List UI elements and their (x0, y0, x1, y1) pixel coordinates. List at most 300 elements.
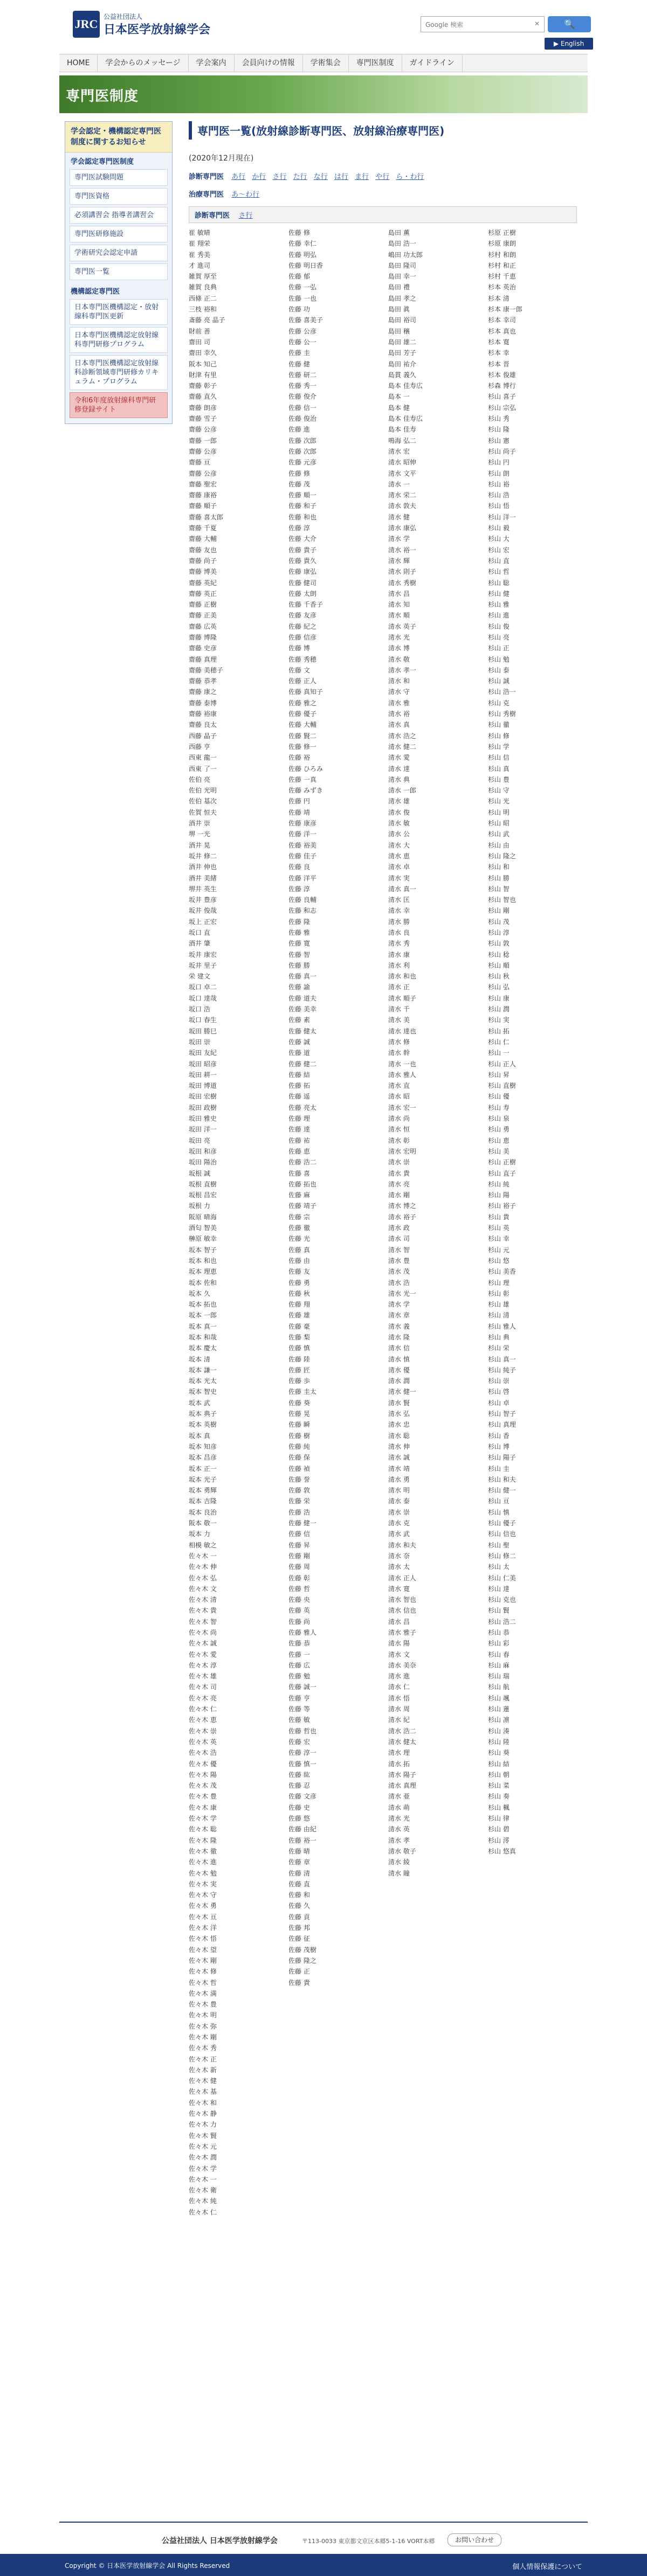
specialist-name: 佐藤 和也 (288, 513, 316, 521)
specialist-name: 佐藤 明弘 (288, 251, 316, 259)
specialist-name: 清水 信也 (388, 1607, 416, 1615)
specialist-name: 清水 輝 (388, 557, 410, 565)
kana-link-ya[interactable]: や行 (375, 173, 390, 181)
specialist-name: 佐藤 淳一 (288, 1749, 316, 1757)
specialist-name: 杉山 葵 (488, 1749, 510, 1757)
sidebar-item-exam[interactable]: 専門医試験問題 (70, 169, 168, 186)
specialist-name: 杉山 仁 (488, 1038, 510, 1046)
nav-item-meetings[interactable]: 学術集会 (303, 54, 349, 72)
specialist-name: 清水 亜 (388, 1793, 410, 1801)
specialist-name: 佐藤 亨 (288, 1694, 310, 1702)
specialist-name: 佐々木 隆 (189, 1836, 217, 1844)
specialist-name: 清水 実 (388, 874, 410, 882)
specialist-name: 佐々木 貴 (189, 1607, 217, 1615)
specialist-name: 清水 勝 (388, 918, 410, 926)
specialist-name: 杉山 淳 (488, 929, 510, 936)
specialist-name: 齋藤 裕康 (189, 710, 217, 718)
therapy-kana-nav (189, 189, 588, 199)
specialist-name: 坂本 清 (189, 1355, 210, 1363)
specialist-name: 杉山 颯 (488, 1694, 510, 1702)
specialist-name: 坂本 真 (189, 1432, 210, 1440)
specialist-name: 清水 明 (388, 1487, 410, 1495)
specialist-name: 清水 悟 (388, 1694, 410, 1702)
kana-link-sa[interactable]: さ行 (272, 173, 287, 181)
specialist-name: 清水 裕 (388, 710, 410, 718)
specialist-name: 清水 政 (388, 1224, 410, 1232)
specialist-name: 佐藤 喜美子 (288, 316, 323, 324)
specialist-name: 杉山 幸 (488, 1235, 510, 1243)
specialist-name: 佐藤 貴久 (288, 557, 316, 565)
specialist-name: 杉山 智也 (488, 896, 516, 904)
specialist-name: 坂本 昌彦 (189, 1454, 217, 1462)
section-title: 診断専門医 (195, 212, 230, 220)
specialist-name: 島本 佳寿広 (388, 382, 423, 390)
specialist-name: 佐藤 晴 (288, 1847, 310, 1855)
specialist-name: 齋藤 公彦 (189, 426, 217, 434)
specialist-name: 坂本 正一 (189, 1464, 217, 1473)
sidebar-category-organization: 機構認定専門医 (71, 288, 120, 296)
specialist-name: 齋藤 千夏 (189, 524, 217, 532)
specialist-name: 杉山 太 (488, 1563, 510, 1571)
name-column (388, 227, 488, 2218)
sidebar-item-qualification[interactable]: 専門医資格 (70, 188, 168, 205)
specialist-name: 杉山 直子 (488, 1169, 516, 1177)
specialist-name: 佐藤 浩二 (288, 1158, 316, 1167)
specialist-name: 杉山 朗 (488, 469, 510, 477)
nav-item-specialist[interactable]: 専門医制度 (349, 54, 402, 72)
kana-link-na[interactable]: な行 (313, 173, 328, 181)
kana-link-therapy-all[interactable]: あ～わ行 (231, 191, 260, 199)
specialist-name: 佐藤 宏 (288, 1738, 310, 1746)
specialist-name: 清水 健太 (388, 1738, 416, 1746)
specialist-name: 杉本 清 (488, 294, 510, 302)
specialist-name: 杉山 澪 (488, 1836, 510, 1844)
specialist-name: 西藤 亨 (189, 742, 210, 751)
specialist-name: 佐藤 次郎 (288, 436, 316, 445)
specialist-name: 佐藤 秀穂 (288, 655, 316, 663)
specialist-name: 杉山 菜 (488, 1782, 510, 1790)
specialist-name: 杉山 朝 (488, 1770, 510, 1779)
specialist-name: 杉山 雄 (488, 1301, 510, 1309)
specialist-name: 坂本 拓也 (189, 1301, 217, 1309)
specialist-name: 佐藤 大輔 (288, 721, 316, 729)
specialist-name: 佐々木 尚 (189, 1629, 217, 1636)
specialist-name: 杉原 康朗 (488, 240, 516, 248)
specialist-name: 佐藤 祐 (288, 1136, 310, 1144)
specialist-name: 清水 文平 (388, 469, 416, 477)
specialist-name: 清水 康 (388, 950, 410, 959)
specialist-name: 坂本 光太 (189, 1377, 217, 1385)
search-button[interactable]: 🔍 (548, 16, 591, 32)
specialist-name: 杉山 優 (488, 1093, 510, 1101)
specialist-name: 佐々木 勇 (189, 1902, 217, 1910)
diagnosis-kana-nav (189, 171, 588, 181)
org-subtitle: 公益社団法人 (104, 13, 143, 20)
specialist-name: 阪本 敬一 (189, 1519, 217, 1527)
sidebar-item-curriculum[interactable]: 日本専門医機構認定放射線科診断領域専門研修カリキュラム・プログラム (70, 355, 168, 390)
specialist-name: 杉山 真 (488, 765, 510, 773)
specialist-name: 佐藤 裕美 (288, 841, 316, 849)
specialist-name: 清水 真 (388, 721, 410, 729)
specialist-name: 島田 裕司 (388, 316, 416, 324)
specialist-name: 佐藤 智 (288, 950, 310, 959)
specialist-name: 佐藤 誠 (288, 1038, 310, 1046)
specialist-name: 杉山 律 (488, 1815, 510, 1823)
specialist-name: 佐々木 基 (189, 2088, 217, 2096)
specialist-name: 坂井 豊彦 (189, 896, 217, 904)
specialist-name: 杉山 尚子 (488, 447, 516, 455)
kana-link-a[interactable]: あ行 (231, 173, 246, 181)
english-link[interactable]: ▶ English (545, 38, 593, 50)
specialist-name: 佐藤 敏 (288, 1716, 310, 1724)
sidebar-item-registration[interactable]: 令和6年度放射線科専門研修登録サイト (70, 392, 168, 418)
specialist-name: 杉山 直 (488, 557, 510, 565)
specialist-name: 島田 隆司 (388, 261, 416, 269)
specialist-name: 齋藤 博隆 (189, 633, 217, 641)
kana-link-ka[interactable]: か行 (252, 173, 266, 181)
sidebar-item-research[interactable]: 学術研究会認定申請 (70, 245, 168, 261)
specialist-name: 才 進司 (189, 261, 210, 269)
specialist-name: 杉山 信 (488, 754, 510, 762)
specialist-name: 佐藤 一真 (288, 775, 316, 783)
specialist-name: 杉山 剛 (488, 907, 510, 915)
specialist-name: 佐藤 陸 (288, 1355, 310, 1363)
specialist-name: 島田 薫 (388, 229, 410, 237)
specialist-name: 杉本 康一郎 (488, 305, 522, 314)
specialist-name: 清水 紀 (388, 1716, 410, 1724)
specialist-name: 清水 千 (388, 1005, 410, 1013)
specialist-name: 杉山 栄 (488, 1344, 510, 1352)
clear-icon[interactable]: ✕ (534, 20, 540, 27)
specialist-name: 佐藤 正 (288, 1968, 310, 1976)
specialist-name: 杉山 奏 (488, 1793, 510, 1801)
specialist-name: 佐々木 亘 (189, 1913, 217, 1921)
specialist-name: 佐々木 洋 (189, 1924, 217, 1932)
specialist-name: 佐々木 剛 (189, 1956, 217, 1964)
specialist-name: 清水 英子 (388, 622, 416, 630)
specialist-name: 佐伯 光明 (189, 787, 217, 795)
specialist-name: 佐藤 文彦 (288, 1793, 316, 1801)
search-input[interactable] (421, 16, 545, 32)
specialist-name: 清水 昌 (388, 1617, 410, 1626)
specialist-name: 佐藤 美幸 (288, 1005, 316, 1013)
specialist-name: 坂田 洋一 (189, 1126, 217, 1134)
specialist-name: 清水 健 (388, 513, 410, 521)
specialist-name: 佐藤 素 (288, 1016, 310, 1024)
specialist-name: 杉山 浩 (488, 491, 510, 499)
specialist-name: 佐藤 寛 (288, 940, 310, 948)
specialist-name: 佐藤 章 (288, 1858, 310, 1866)
specialist-name: 杉本 俊雄 (488, 371, 516, 379)
specialist-name: 佐藤 洋平 (288, 874, 316, 882)
specialist-name: 杉山 楓 (488, 1803, 510, 1811)
specialist-name: 坂口 達哉 (189, 994, 217, 1002)
specialist-name: 佐藤 尚 (288, 1617, 310, 1626)
specialist-name: 佐藤 修 (288, 229, 310, 237)
specialist-name: 坂口 直 (189, 929, 210, 936)
specialist-name: 坂田 和彦 (189, 1147, 217, 1155)
specialist-name: 杉山 圭 (488, 1464, 510, 1473)
specialist-name: 坂本 久 (189, 1289, 210, 1297)
specialist-name: 佐藤 理 (288, 1115, 310, 1123)
specialist-name: 佐藤 哲也 (288, 1727, 316, 1735)
specialist-name: 佐藤 亮太 (288, 1103, 316, 1112)
specialist-name: 杉山 純子 (488, 1366, 516, 1374)
specialist-name: 清水 幸 (388, 907, 410, 915)
kana-link-ha[interactable]: は行 (334, 173, 348, 181)
specialist-name: 杉山 誠 (488, 677, 510, 685)
specialist-name: 坂田 博道 (189, 1082, 217, 1090)
privacy-link[interactable]: 個人情報保護について (512, 2563, 582, 2571)
specialist-name: 杉山 和 (488, 863, 510, 871)
specialist-name: 佐藤 誠一 (288, 1683, 316, 1691)
specialist-name: 清水 博 (388, 644, 410, 652)
specialist-name: 佐藤 勝 (288, 961, 310, 969)
specialist-name: 佐藤 優子 (288, 710, 316, 718)
specialist-name: 杉山 純 (488, 1180, 510, 1188)
specialist-name: 杉山 由 (488, 841, 510, 849)
specialist-name: 杉山 彩 (488, 1640, 510, 1648)
specialist-name: 杉山 恭 (488, 1629, 510, 1636)
specialist-name: 清水 司 (388, 1235, 410, 1243)
specialist-name: 佐藤 彰 (288, 1574, 310, 1582)
specialist-name: 佐藤 次郎 (288, 447, 316, 455)
specialist-name: 佐藤 貢 (288, 1913, 310, 1921)
specialist-name: 佐々木 仁 (189, 1705, 217, 1713)
specialist-name: 佐藤 大介 (288, 535, 316, 543)
specialist-name: 西東 了一 (189, 765, 217, 773)
specialist-name: 杉森 博行 (488, 382, 516, 390)
specialist-name: 坂田 雅史 (189, 1115, 217, 1123)
specialist-name: 佐藤 修 (288, 469, 310, 477)
specialist-name: 島田 幸一 (388, 273, 416, 281)
specialist-name: 清水 浩 (388, 1279, 410, 1287)
specialist-name: 島本 佳寿広 (388, 415, 423, 423)
specialist-name: 佐々木 一 (189, 2175, 217, 2183)
specialist-name: 佐藤 雅 (288, 929, 310, 936)
specialist-name: 酒井 伸也 (189, 863, 217, 871)
specialist-name: 杉山 勇 (488, 1126, 510, 1134)
specialist-name: 杉山 拓 (488, 1027, 510, 1035)
name-column (488, 227, 588, 2218)
specialist-name: 清水 宏 (388, 447, 410, 455)
sidebar-item-lectures[interactable]: 必須講習会 指導者講習会 (70, 207, 168, 224)
specialist-name: 清水 昌 (388, 589, 410, 598)
specialist-name: 佐藤 元彦 (288, 459, 316, 467)
specialist-name: 杉山 英 (488, 1224, 510, 1232)
specialist-name: 佐藤 浩 (288, 1508, 310, 1516)
sidebar-notice-link[interactable]: 学会認定・機構認定専門医制度に関するお知らせ (65, 122, 172, 152)
specialist-name: 杉山 博 (488, 1442, 510, 1450)
specialist-name: 清水 美 (388, 1016, 410, 1024)
specialist-name: 佐藤 結 (288, 1071, 310, 1079)
specialist-name: 齋藤 良太 (189, 721, 217, 729)
specialist-name: 佐藤 誉 (288, 1475, 310, 1483)
specialist-name: 清水 崇 (388, 1158, 410, 1167)
footer-divider (59, 2522, 588, 2523)
specialist-name: 坂本 謙一 (189, 1366, 217, 1374)
sidebar-item-renewal[interactable]: 日本専門医機構認定・放射線科専門医更新 (70, 299, 168, 325)
specialist-name: 清水 博之 (388, 1202, 416, 1210)
specialist-name: 坂本 光子 (189, 1475, 217, 1483)
specialist-name: 坂本 英樹 (189, 1421, 217, 1429)
specialist-name: 佐々木 実 (189, 1880, 217, 1888)
specialist-name: 島田 禮 (388, 283, 410, 291)
specialist-name: 杉山 克 (488, 699, 510, 707)
specialist-name: 清水 恒 (388, 1126, 410, 1134)
specialist-name: 佐藤 信彦 (288, 633, 316, 641)
specialist-name: 坂根 力 (189, 1202, 210, 1210)
specialist-name: 杉山 茂 (488, 918, 510, 926)
specialist-name: 杉山 敦 (488, 940, 510, 948)
specialist-name: 杉山 進 (488, 612, 510, 620)
specialist-name: 齋藤 彰子 (189, 382, 217, 390)
specialist-name: 坂本 慶太 (189, 1344, 217, 1352)
kana-link-ma[interactable]: ま行 (355, 173, 369, 181)
specialist-name: 佐々木 恵 (189, 1716, 217, 1724)
specialist-name: 清水 真理 (388, 1782, 416, 1790)
specialist-name: 杉山 亘 (488, 1497, 510, 1505)
specialist-name: 齋藤 喜太郎 (189, 513, 223, 521)
specialist-name: 清水 剛 (388, 1191, 410, 1199)
specialist-name: 坂井 康宏 (189, 950, 217, 959)
footer-bar (0, 2554, 647, 2576)
specialist-name: 佐々木 純 (189, 2197, 217, 2205)
specialist-name: 清水 陽子 (388, 1770, 416, 1779)
specialist-name: 崔 敏晴 (189, 229, 210, 237)
specialist-name: 坂井 修二 (189, 852, 217, 860)
kana-link-ra[interactable]: ら・わ行 (396, 173, 424, 181)
specialist-name: 清水 修 (388, 1038, 410, 1046)
search-placeholder: Google 検索 (425, 21, 464, 29)
specialist-name: 清水 義 (388, 1322, 410, 1330)
specialist-name: 齋田 司 (189, 338, 210, 346)
specialist-name: 清水 敬 (388, 655, 410, 663)
specialist-name: 清水 靖 (388, 1464, 410, 1473)
specialist-name: 齋藤 朗彦 (189, 404, 217, 412)
nav-item-members[interactable]: 会員向けの情報 (235, 54, 303, 72)
specialist-name: 佐藤 圭 (288, 349, 310, 357)
specialist-name: 清水 裕子 (388, 1213, 416, 1221)
specialist-name: 佐藤 豪 (288, 1322, 310, 1330)
specialist-name: 清水 学 (388, 535, 410, 543)
nav-item-message[interactable]: 学会からのメッセージ (98, 54, 188, 72)
specialist-name: 清水 和夫 (388, 1541, 416, 1549)
nav-item-guidelines[interactable]: ガイドライン (402, 54, 463, 72)
specialist-name: 清水 忠 (388, 1421, 410, 1429)
specialist-name: 島本 佳寿 (388, 426, 416, 434)
specialist-name: 佐藤 勉 (288, 1672, 310, 1681)
specialist-name: 清水 達 (388, 765, 410, 773)
sidebar-item-list[interactable]: 専門医一覧 (70, 263, 168, 280)
nav-item-home[interactable]: HOME (59, 54, 98, 72)
specialist-name: 杉山 勝 (488, 874, 510, 882)
nav-item-about[interactable]: 学会案内 (189, 54, 235, 72)
specialist-name: 佐藤 紘 (288, 1770, 310, 1779)
specialist-name: 坂田 勝巳 (189, 1027, 217, 1035)
name-list (189, 227, 588, 2218)
specialist-name: 佐藤 裕 (288, 754, 310, 762)
logo-icon[interactable]: JRC (73, 11, 100, 38)
specialist-name: 佐藤 俊介 (288, 393, 316, 401)
specialist-name: 佐藤 瞬 (288, 1421, 310, 1429)
sidebar-item-facilities[interactable]: 専門医研修施設 (70, 226, 168, 242)
specialist-name: 佐藤 喜 (288, 1169, 310, 1177)
specialist-name: 佐伯 亮 (189, 775, 210, 783)
contact-button[interactable]: お問い合わせ (448, 2533, 501, 2546)
specialist-name: 杉山 真一 (488, 1355, 516, 1363)
specialist-name: 清水 瞳 (388, 1869, 410, 1877)
specialist-name: 佐藤 裕一 (288, 1836, 316, 1844)
specialist-name: 西藤 晶子 (189, 732, 217, 740)
specialist-name: 杉山 明 (488, 808, 510, 816)
specialist-name: 坂上 正宏 (189, 918, 217, 926)
name-column (288, 227, 388, 2218)
specialist-name: 清水 信 (388, 1344, 410, 1352)
specialist-name: 清水 浩之 (388, 732, 416, 740)
specialist-name: 杉山 光 (488, 797, 510, 806)
specialist-name: 佐藤 佳子 (288, 852, 316, 860)
specialist-name: 坂本 和也 (189, 1256, 217, 1265)
specialist-name: 齋藤 真理 (189, 655, 217, 663)
specialist-name: 坂井 里子 (189, 961, 217, 969)
specialist-name: 杉山 泉 (488, 1115, 510, 1123)
specialist-name: 杉山 浩一 (488, 688, 516, 696)
site-footer (0, 2522, 647, 2576)
specialist-name: 阪原 晴海 (189, 1213, 217, 1221)
specialist-name: 佐々木 修 (189, 1968, 217, 1976)
specialist-name: 佐々木 茂 (189, 1782, 217, 1790)
specialist-name: 佐々木 正 (189, 2055, 217, 2063)
specialist-name: 佐藤 信 (288, 1530, 310, 1538)
specialist-name: 清水 愛 (388, 754, 410, 762)
specialist-name: 坂本 理恵 (189, 1268, 217, 1276)
org-name[interactable]: 日本医学放射線学会 (104, 23, 211, 37)
specialist-name: 杉山 円 (488, 459, 510, 467)
kana-link-ta[interactable]: た行 (293, 173, 307, 181)
specialist-name: 杉山 悠真 (488, 1847, 516, 1855)
specialist-name: 清水 秀樹 (388, 579, 416, 587)
sidebar-item-program[interactable]: 日本専門医機構認定放射線科専門研修プログラム (70, 327, 168, 353)
specialist-name: 佐藤 樹 (288, 1432, 310, 1440)
specialist-name: 佐藤 忍 (288, 1782, 310, 1790)
specialist-name: 清水 昭 (388, 1093, 410, 1101)
specialist-name: 杉山 裕子 (488, 1202, 516, 1210)
specialist-name: 清水 伸 (388, 1442, 410, 1450)
specialist-name: 杉本 英治 (488, 283, 516, 291)
specialist-name: 杉山 美 (488, 1147, 510, 1155)
specialist-name: 佐々木 愛 (189, 1650, 217, 1658)
specialist-name: 島田 眞 (388, 305, 410, 314)
specialist-name: 清水 大 (388, 841, 410, 849)
specialist-name: 佐々木 力 (189, 2121, 217, 2129)
specialist-name: 佐藤 友 (288, 1268, 310, 1276)
specialist-name: 清水 亮 (388, 1180, 410, 1188)
specialist-name: 佐藤 ひろみ (288, 765, 323, 773)
specialist-name: 齋田 幸久 (189, 349, 217, 357)
specialist-name: 清水 典 (388, 775, 410, 783)
specialist-name: 坂田 昭彦 (189, 1060, 217, 1068)
specialist-name: 佐藤 公一 (288, 338, 316, 346)
specialist-name: 佐藤 葵 (288, 1399, 310, 1407)
specialist-name: 清水 陽 (388, 1640, 410, 1648)
specialist-name: 杉山 順 (488, 961, 510, 969)
specialist-name: 杉山 智子 (488, 1410, 516, 1418)
specialist-name: 清水 匡 (388, 896, 410, 904)
specialist-name: 杉山 啓 (488, 1388, 510, 1396)
specialist-name: 佐々木 学 (189, 1815, 217, 1823)
specialist-name: 清水 達也 (388, 1027, 416, 1035)
